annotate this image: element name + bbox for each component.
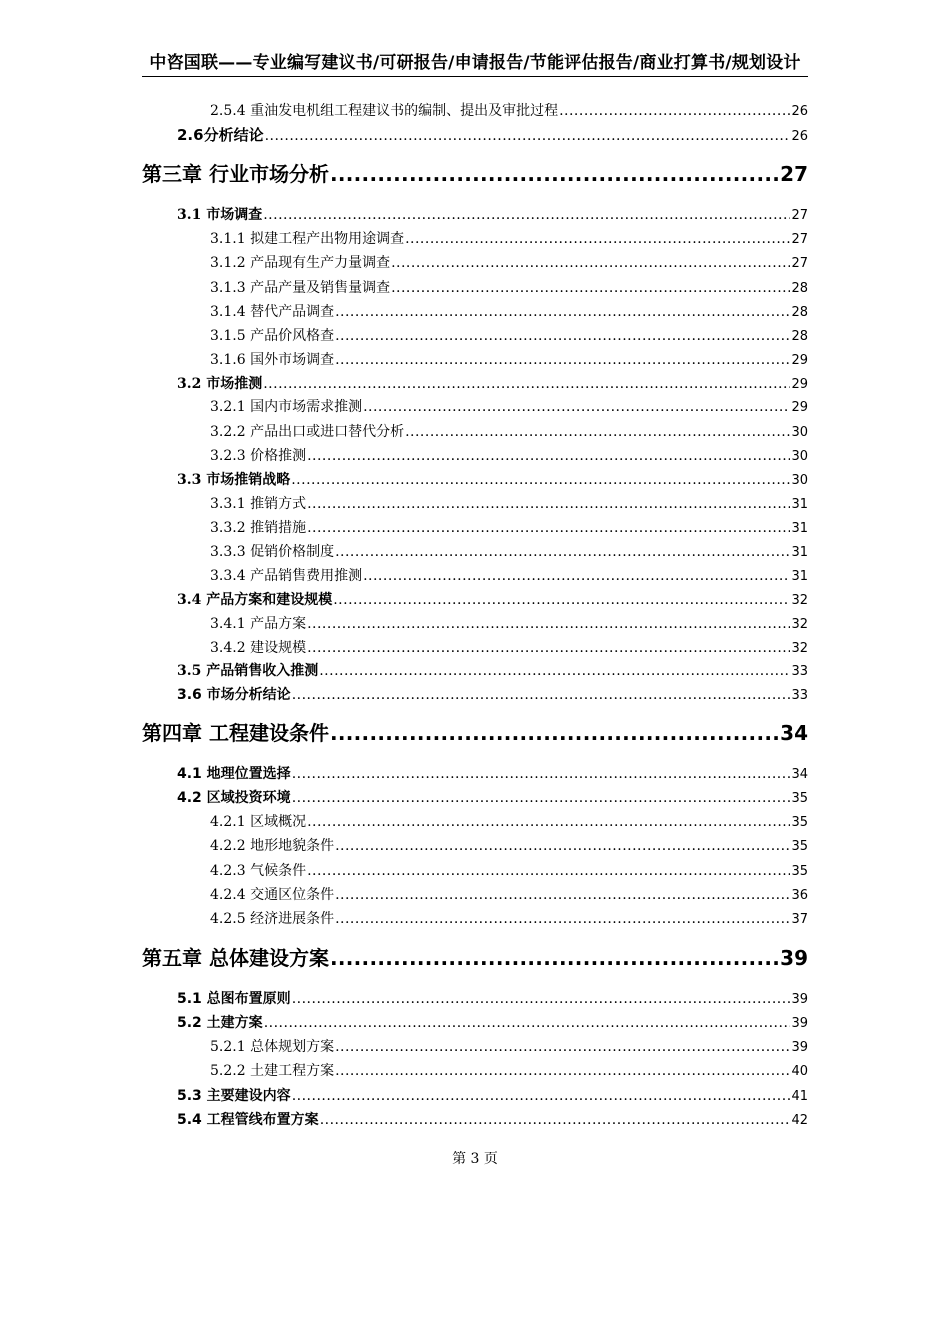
toc-entry-title: 4.2.5 经济进展条件 [210,911,335,927]
dot-leader [307,615,790,633]
toc-entry-title: 3.1.5 产品价风格查 [210,328,335,344]
dot-leader [335,886,790,904]
toc-entry-title: 5.1 总图布置原则 [177,991,291,1007]
toc-entry-title: 5.2 土建方案 [177,1015,263,1031]
toc-entry[interactable] [142,662,808,680]
toc-entry[interactable] [142,351,808,369]
page-header: 中咨国联——专业编写建议书/可研报告/申请报告/节能评估报告/商业打算书/规划设计 [149,53,801,73]
toc-entry-page: 32 [791,593,808,608]
dot-leader [292,789,791,807]
toc-entry-title: 2.5.4 重油发电机组工程建议书的编制、提出及审批过程 [210,103,559,119]
toc-entry-title: 4.2.4 交通区位条件 [210,887,335,903]
toc-entry-page: 39 [791,992,808,1007]
toc-entry[interactable] [142,206,808,224]
toc-entry-page: 36 [791,888,808,903]
toc-chapter-entry[interactable] [142,162,808,186]
dot-leader [391,279,790,297]
toc-entry-page: 35 [791,815,808,830]
toc-entry-page: 37 [791,912,808,927]
dot-leader [264,1014,791,1032]
toc-entry[interactable] [142,1111,808,1129]
toc-entry-page: 27 [780,162,808,186]
toc-entry-page: 40 [791,1064,808,1079]
toc-entry-title: 2.6分析结论 [177,126,264,144]
dot-leader [335,1062,790,1080]
toc-entry[interactable] [142,519,808,537]
toc-entry-title: 3.1.3 产品产量及销售量调查 [210,280,391,296]
toc-entry-page: 27 [791,256,808,271]
toc-entry[interactable] [142,567,808,585]
toc-entry-title: 3.1.2 产品现有生产力量调查 [210,255,391,271]
toc-entry[interactable] [142,126,808,144]
toc-entry-page: 39 [780,946,808,970]
toc-entry-title: 3.3.1 推销方式 [210,496,307,512]
toc-entry[interactable] [142,1038,808,1056]
toc-entry-title: 3.5 产品销售收入推测 [177,663,319,679]
toc-entry-title: 3.4 产品方案和建设规模 [177,592,333,608]
toc-entry[interactable] [142,398,808,416]
dot-leader [307,447,790,465]
dot-leader [320,1111,791,1129]
toc-entry-page: 33 [791,688,808,703]
toc-entry[interactable] [142,254,808,272]
toc-entry-title: 5.4 工程管线布置方案 [177,1112,319,1128]
toc-entry[interactable] [142,423,808,441]
dot-leader [292,765,791,783]
toc-entry-title: 4.2.3 气候条件 [210,863,307,879]
toc-entry-title: 5.3 主要建设内容 [177,1088,291,1104]
toc-entry-title: 3.2.1 国内市场需求推测 [210,399,363,415]
dot-leader [335,351,790,369]
toc-entry-title: 3.6 市场分析结论 [177,687,291,703]
toc-entry-title: 3.2.3 价格推测 [210,448,307,464]
dot-leader [335,1038,790,1056]
toc-entry-page: 39 [791,1040,808,1055]
toc-entry-title: 4.2.1 区域概况 [210,814,307,830]
header-rule [142,76,808,77]
toc-entry-title: 3.4.1 产品方案 [210,616,307,632]
dot-leader [363,567,790,585]
toc-entry[interactable] [142,789,808,807]
toc-entry-page: 27 [791,208,808,223]
toc-entry-title: 3.3.3 促销价格制度 [210,544,335,560]
dot-leader [263,206,790,224]
toc-chapter-entry[interactable] [142,946,808,970]
toc-entry-title: 3.1.1 拟建工程产出物用途调查 [210,231,405,247]
toc-entry-page: 35 [791,839,808,854]
toc-entry-page: 30 [791,449,808,464]
dot-leader [263,375,790,393]
toc-entry-page: 35 [791,791,808,806]
toc-entry-title: 3.3 市场推销战略 [177,472,291,488]
dot-leader [405,230,790,248]
toc-entry-page: 30 [791,473,808,488]
toc-entry-title: 4.2.2 地形地貌条件 [210,838,335,854]
toc-entry-page: 31 [791,521,808,536]
toc-entry-page: 31 [791,569,808,584]
toc-entry-page: 32 [791,617,808,632]
toc-entry-page: 33 [791,664,808,679]
dot-leader [335,303,790,321]
toc-entry[interactable] [142,102,808,120]
toc-entry-title: 5.2.1 总体规划方案 [210,1039,335,1055]
toc-entry-page: 35 [791,864,808,879]
toc-entry[interactable] [142,1087,808,1105]
dot-leader [319,662,790,680]
dot-leader [363,398,790,416]
toc-entry-page: 30 [791,425,808,440]
toc-entry[interactable] [142,230,808,248]
dot-leader [265,127,791,145]
toc-entry-title: 3.1.6 国外市场调查 [210,352,335,368]
toc-entry-page: 34 [791,767,808,782]
toc-entry[interactable] [142,279,808,297]
dot-leader [559,102,790,120]
toc-entry-page: 41 [791,1089,808,1104]
toc-entry-title: 5.2.2 土建工程方案 [210,1063,335,1079]
toc-entry-page: 26 [791,129,808,144]
toc-entry[interactable] [142,543,808,561]
toc-entry[interactable] [142,1062,808,1080]
toc-entry[interactable] [142,765,808,783]
toc-entry[interactable] [142,615,808,633]
toc-entry-title: 3.4.2 建设规模 [210,640,307,656]
toc-entry-page: 31 [791,545,808,560]
toc-entry-page: 27 [791,232,808,247]
toc-entry-page: 29 [791,400,808,415]
dot-leader [391,254,790,272]
toc-entry[interactable] [142,910,808,928]
toc-entry[interactable] [142,303,808,321]
dot-leader [307,519,790,537]
toc-entry-title: 3.3.2 推销措施 [210,520,307,536]
toc-entry-page: 31 [791,497,808,512]
dot-leader [330,946,779,970]
toc-entry[interactable] [142,375,808,393]
toc-entry[interactable] [142,327,808,345]
toc-entry-page: 39 [791,1016,808,1031]
dot-leader [307,495,790,513]
toc-entry-page: 26 [791,104,808,119]
toc-entry[interactable] [142,495,808,513]
page-number: 第 3 页 [452,1151,498,1167]
dot-leader [292,1087,791,1105]
toc-entry-title: 第三章 行业市场分析 [142,162,329,186]
toc-chapter-entry[interactable] [142,721,808,745]
dot-leader [405,423,790,441]
dot-leader [335,327,790,345]
toc-entry-title: 第四章 工程建设条件 [142,721,329,745]
toc-entry-title: 3.3.4 产品销售费用推测 [210,568,363,584]
dot-leader [330,721,779,745]
toc-entry[interactable] [142,837,808,855]
dot-leader [307,862,790,880]
toc-entry[interactable] [142,862,808,880]
dot-leader [333,591,790,609]
toc-entry-title: 3.1.4 替代产品调查 [210,304,335,320]
toc-entry-page: 32 [791,641,808,656]
dot-leader [335,910,790,928]
toc-entry-page: 28 [791,329,808,344]
toc-entry-page: 28 [791,305,808,320]
toc-entry[interactable] [142,447,808,465]
toc-entry-title: 4.2 区域投资环境 [177,790,291,806]
toc-entry-title: 3.1 市场调查 [177,207,263,223]
toc-entry[interactable] [142,591,808,609]
dot-leader [292,990,791,1008]
dot-leader [291,471,790,489]
toc-entry[interactable] [142,990,808,1008]
toc-entry-title: 4.1 地理位置选择 [177,766,291,782]
toc-entry[interactable] [142,813,808,831]
toc-entry[interactable] [142,886,808,904]
toc-entry[interactable] [142,471,808,489]
toc-entry-page: 29 [791,353,808,368]
toc-entry-title: 3.2.2 产品出口或进口替代分析 [210,424,405,440]
dot-leader [307,813,790,831]
toc-entry[interactable] [142,1014,808,1032]
toc-entry-page: 42 [791,1113,808,1128]
toc-entry-page: 28 [791,281,808,296]
dot-leader [330,162,779,186]
dot-leader [335,543,790,561]
toc-entry-page: 29 [791,377,808,392]
dot-leader [307,639,790,657]
dot-leader [335,837,790,855]
toc-entry-title: 第五章 总体建设方案 [142,946,329,970]
toc-entry[interactable] [142,639,808,657]
toc-entry[interactable] [142,686,808,704]
dot-leader [292,686,791,704]
toc-entry-title: 3.2 市场推测 [177,376,263,392]
toc-entry-page: 34 [780,721,808,745]
